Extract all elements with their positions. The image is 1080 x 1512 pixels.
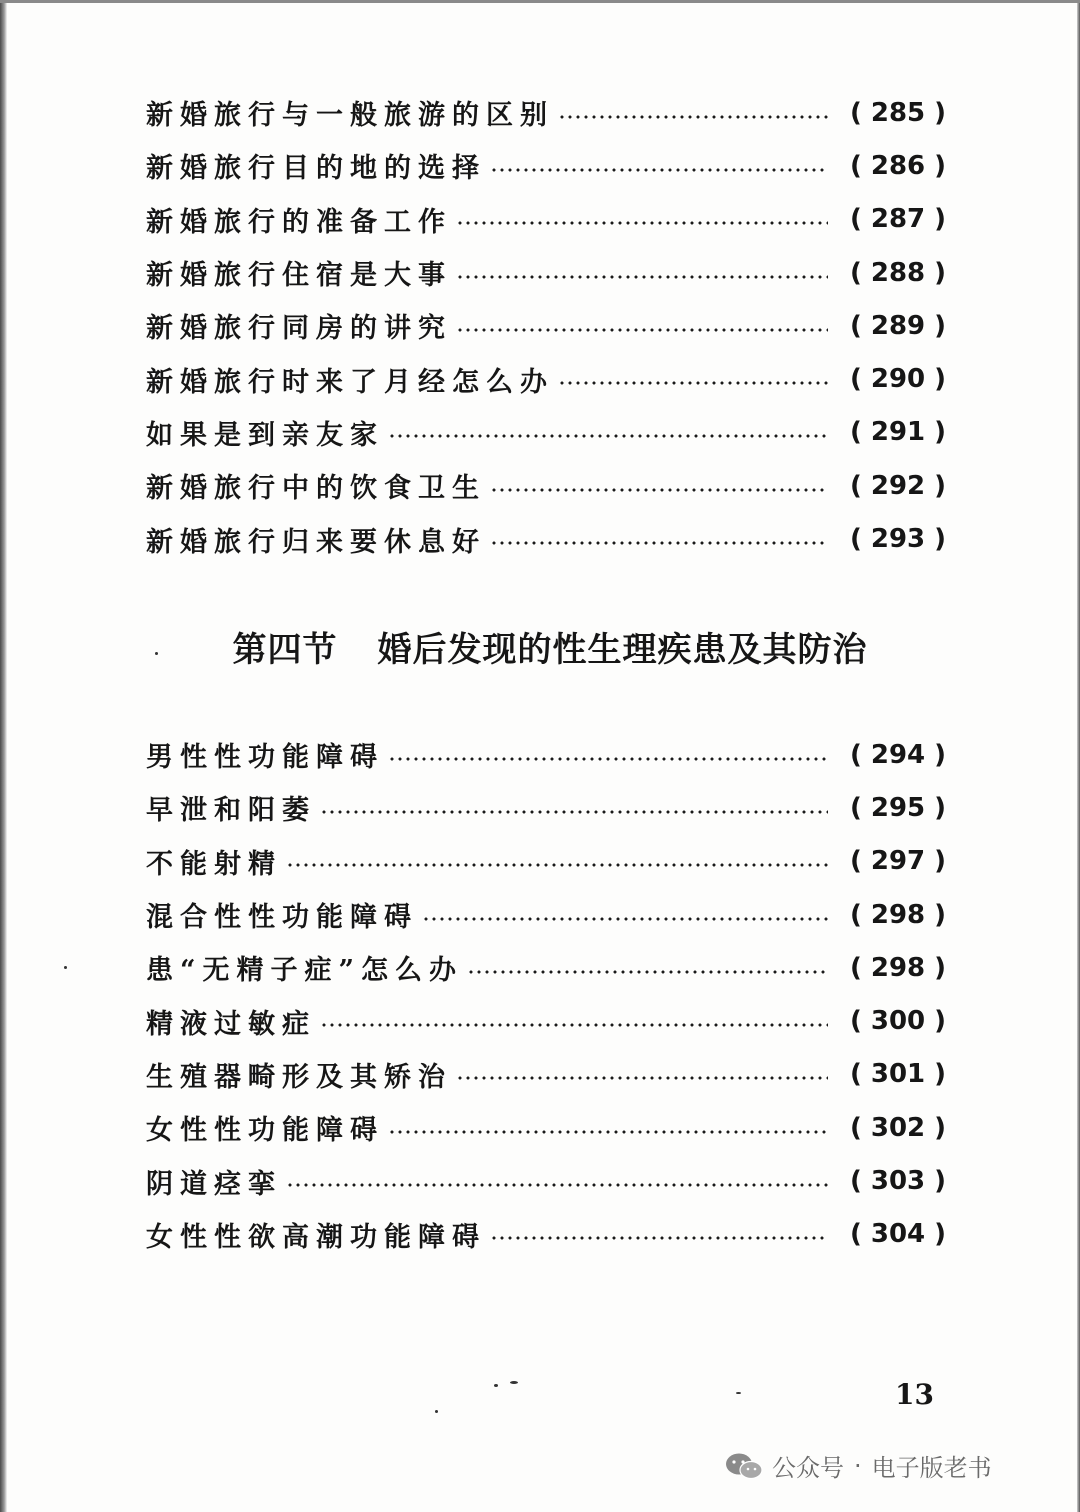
page-open-paren: ( [850,204,862,235]
page-number-value: 295 [870,792,926,823]
page-open-paren: ( [850,1006,862,1037]
scan-speck [494,1384,498,1387]
page-open-paren: ( [850,310,862,341]
toc-entry [146,1048,946,1101]
page-close-paren: ) [934,204,946,235]
scan-speck [736,1392,741,1394]
toc-entry [146,193,946,246]
page-close-paren: ) [934,739,946,770]
dot-leader [558,115,828,119]
toc-entry [146,86,946,139]
page-close-paren: ) [934,1219,946,1250]
page-open-paren: ( [850,952,862,983]
page-open-paren: ( [850,97,862,128]
toc-entry-page [850,204,946,234]
toc-entry-page [850,524,946,554]
toc-entry [146,406,946,459]
page-close-paren: ) [934,1059,946,1090]
page-edge-shadow-left [0,0,7,1512]
page-number-value: 289 [870,310,926,341]
page-open-paren: ( [850,1112,862,1143]
toc-entry-title: 患“无精子症”怎么办 [146,955,464,987]
dot-leader [490,488,828,492]
toc-entry-title: 新婚旅行住宿是大事 [146,260,452,292]
page-number-value: 287 [870,204,926,235]
page-open-paren: ( [850,417,862,448]
dot-leader [490,168,828,172]
page-number-value: 288 [870,257,926,288]
toc-entry [146,139,946,192]
page-close-paren: ) [934,257,946,288]
toc-entry-title: 新婚旅行中的饮食卫生 [146,473,486,505]
toc-entry-title: 生殖器畸形及其矫治 [146,1061,452,1093]
page-number-value: 293 [870,524,926,555]
page-close-paren: ) [934,97,946,128]
toc-entry [146,352,946,405]
page-number-value: 290 [870,364,926,395]
dot-leader [320,810,828,814]
page-open-paren: ( [850,150,862,181]
toc-entry-page [850,311,946,341]
page-close-paren: ) [934,899,946,930]
toc-entry-page [850,1059,946,1089]
toc-entry-page [850,417,946,447]
scan-speck [435,1410,438,1413]
dot-leader [467,970,828,974]
page-number-value: 297 [870,846,926,877]
page-close-paren: ) [934,1112,946,1143]
toc-entry-page [850,151,946,181]
toc-entry-page [850,846,946,876]
toc-entry [146,1101,946,1154]
page-number-value: 298 [870,952,926,983]
dot-leader [422,917,828,921]
toc-entry-title: 阴道痉挛 [146,1168,282,1200]
toc-entry-title: 新婚旅行的准备工作 [146,206,452,238]
page-close-paren: ) [934,1166,946,1197]
dot-leader [456,328,828,332]
toc-entry [146,941,946,994]
toc-entry-page [850,953,946,983]
toc-entry [146,1208,946,1261]
page-open-paren: ( [850,524,862,555]
page-open-paren: ( [850,792,862,823]
toc-entry-page [850,471,946,501]
page-number: 13 [895,1378,934,1411]
toc-entry-title: 女性性欲高潮功能障碍 [146,1221,486,1253]
toc-entry-title: 早泄和阳萎 [146,795,316,827]
toc-entry [146,299,946,352]
toc-entry-title: 新婚旅行与一般旅游的区别 [146,100,554,132]
page-edge-shadow-top [0,0,1080,3]
dot-leader [286,863,828,867]
page-open-paren: ( [850,739,862,770]
toc-entry-title: 如果是到亲友家 [146,419,384,451]
toc-entry-page [850,1113,946,1143]
watermark [724,1448,992,1483]
toc-entry-page [850,740,946,770]
toc-entry-title: 新婚旅行同房的讲究 [146,313,452,345]
toc-entry [146,459,946,512]
page-open-paren: ( [850,470,862,501]
toc-entry [146,781,946,834]
page-close-paren: ) [934,792,946,823]
page-close-paren: ) [934,364,946,395]
page-number-value: 286 [870,150,926,181]
watermark-source: 公众号 [772,1454,844,1482]
toc-entry-title: 混合性性功能障碍 [146,902,418,934]
watermark-account: 电子版老书 [871,1454,992,1482]
page-open-paren: ( [850,899,862,930]
page-number-value: 292 [870,470,926,501]
page-number-value: 302 [870,1112,926,1143]
page-open-paren: ( [850,1166,862,1197]
toc-entry [146,246,946,299]
page-close-paren: ) [934,310,946,341]
toc-entry-page [850,1219,946,1249]
scan-speck [64,966,67,969]
dot-leader [456,1076,828,1080]
page-number-value: 298 [870,899,926,930]
toc-entry-title: 男性性功能障碍 [146,742,384,774]
page-close-paren: ) [934,952,946,983]
page-close-paren: ) [934,846,946,877]
dot-leader [388,757,828,761]
page-close-paren: ) [934,417,946,448]
page-number-value: 301 [870,1059,926,1090]
toc-entry [146,835,946,888]
page-number-value: 291 [870,417,926,448]
toc-entry-page [850,258,946,288]
page-number-value: 285 [870,97,926,128]
toc-entry-title: 不能射精 [146,848,282,880]
toc-entry [146,728,946,781]
dot-leader [558,381,828,385]
page-open-paren: ( [850,257,862,288]
wechat-icon [724,1451,764,1481]
toc-entry-page [850,98,946,128]
toc-entry-title: 女性性功能障碍 [146,1115,384,1147]
page-open-paren: ( [850,364,862,395]
toc-entry-page [850,793,946,823]
page-close-paren: ) [934,524,946,555]
page-close-paren: ) [934,1006,946,1037]
page-number-value: 303 [870,1166,926,1197]
scan-speck [155,652,158,655]
toc-entry [146,512,946,565]
watermark-separator: · [854,1451,862,1480]
toc-entry [146,994,946,1047]
toc-entry-title: 新婚旅行归来要休息好 [146,526,486,558]
toc-entry [146,1154,946,1207]
toc-list-section-4 [146,728,946,1261]
dot-leader [456,221,828,225]
dot-leader [320,1023,828,1027]
page-open-paren: ( [850,1059,862,1090]
toc-list-section-3 [146,86,946,566]
dot-leader [388,1130,828,1134]
dot-leader [490,541,828,545]
toc-entry-title: 精液过敏症 [146,1008,316,1040]
section-number: 第四节 [232,630,338,670]
toc-entry-page [850,900,946,930]
page-close-paren: ) [934,150,946,181]
page-open-paren: ( [850,846,862,877]
page-open-paren: ( [850,1219,862,1250]
toc-entry [146,888,946,941]
dot-leader [490,1236,828,1240]
toc-entry-title: 新婚旅行目的地的选择 [146,153,486,185]
page-number-value: 294 [870,739,926,770]
page-number-value: 304 [870,1219,926,1250]
dot-leader [286,1183,828,1187]
toc-entry-page [850,1166,946,1196]
page-close-paren: ) [934,470,946,501]
dot-leader [388,434,828,438]
section-heading [0,622,1080,671]
toc-entry-page [850,1006,946,1036]
toc-entry-page [850,364,946,394]
section-title: 婚后发现的性生理疾患及其防治 [377,630,868,670]
page-number-value: 300 [870,1006,926,1037]
dot-leader [456,275,828,279]
scan-speck [510,1381,518,1384]
toc-entry-title: 新婚旅行时来了月经怎么办 [146,366,554,398]
